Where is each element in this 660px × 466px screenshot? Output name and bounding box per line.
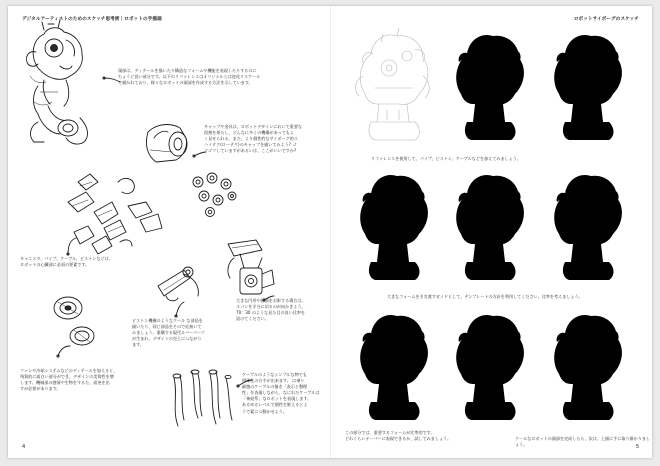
note-fan: ファンや冷却システムなどのディテールを加えると、 残質的に面白い部分ができ、デザインの美質性を増 します。機械部の感情や生物をするた、面充を出 すが必要があります。 (20, 368, 118, 392)
caption-template: 大きなフォームを引き渡すガイドとして、テンプレートの方針を利用してください。比率を考えましょう。 (387, 294, 583, 299)
left-page-header: デジタルアーティストのためのスケッチ思考術｜ロボットの手描画 (22, 17, 162, 22)
left-page (8, 6, 330, 458)
left-page-number: 4 (22, 444, 26, 450)
caption-reference: リファレンスを使用して、パイプ、ピストン、ケーブルなどを加えてみましょう。 (371, 156, 521, 161)
note-cap: キャップや金具は、ロボットデザインにおいて重要な 役割を果たし、どんなに多くの機構があってもよ く見せられる。また、より個性的なサイボーグ的ス ハイテク(ローテク)のキャップを描いてみよう? ゴ ツゴツしていますがあるいは、ここがいいですか? (204, 124, 302, 154)
fan-sketch (54, 297, 94, 345)
template-grid (331, 6, 653, 458)
note-piston: ピストン機構のようなクール な部品を 描いたり、同じ部品をそので応接いて みましょう。重構する現代ルバーパーツ が生まれ、デザインの売上につながり ます。 (132, 318, 206, 348)
pipes-sketch (68, 174, 162, 254)
robot-head-sketch (26, 20, 87, 144)
note-cables: ケーブルのようなシンプルな物でも 明確化の方手が出来ます。 は乗り 細胞のケーブルの描き「表示と整理 性」を表現しながら、なにれだケーブルは 「神経系」なロボットを表現します。 あるゆるレベルで個性を鮮えるとよ うで素につ動かせよう。 (242, 372, 320, 414)
right-page (331, 6, 653, 458)
note-head: 頭部は、ディテールを描いたり構造なフォームや機能を表現したりするのに ちょうど良い部分です。以下のリファレンスはオリジナルとは逆花リスケール で描かれており、様々なロボットの頭部を作成する方法を示しています。 (118, 68, 261, 86)
caption-next: クールなロボットの頭部を完成したら、次は、上描に手に取り掛かりましょう。 (515, 436, 651, 447)
cables-sketch (173, 370, 232, 426)
note-circles: 大きな円形や画面をお影する場合は、 スパンを半分に切るのが向かきよう。 70：30 のような見た目の良い比率を 設けてください。 (236, 298, 306, 322)
bolts-sketch (193, 173, 236, 217)
piston-arm-sketch (158, 267, 198, 301)
cap-sketch (146, 125, 187, 162)
piston-sketch (228, 240, 274, 294)
reference-head-faint (356, 28, 430, 140)
caption-exaggerate: この部分では、重要するフォームが比率的です。 どれくらいオーバーに表現できるか、試してみましょう。 (345, 430, 452, 441)
template-row-1 (456, 35, 622, 140)
right-page-header: ロボットサイボーグのスケッチ (573, 17, 639, 22)
note-pipes: キャニスタ、パイプ、ケーブル、ピストンなどは、 ロボットの心臓部に必須の要素です。 (20, 256, 113, 268)
template-row-3 (360, 315, 622, 420)
right-page-number: 5 (635, 444, 639, 450)
template-row-2 (360, 175, 622, 280)
book-spread (8, 6, 652, 458)
